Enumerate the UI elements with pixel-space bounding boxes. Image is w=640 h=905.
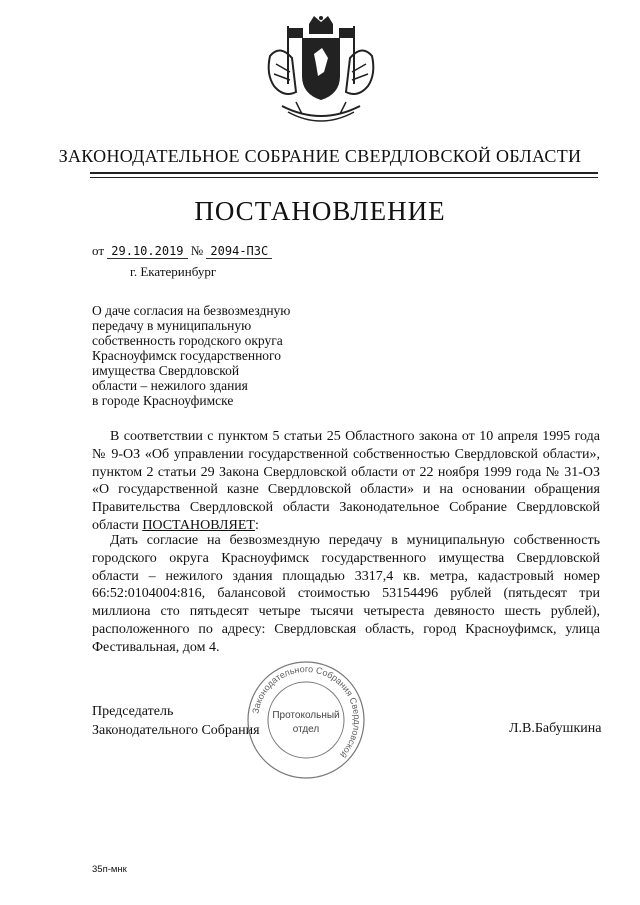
- decision-text: Дать согласие на безвозмездную передачу в муниципальную собственность городского округа Красноуфимск государственного имущества Свердловской области – нежилого здания площадью 3317,4 кв. метра, кадастровый номер 66:52:0104004:816, балансовой стоимостью 53154496 рублей (пятьдесят три миллиона сто пятьдесят четыре тысячи четыреста девяносто шесть рублей), расположенного по адресу: Свердловская область, город Красноуфимск, улица Фестивальная, дом 4.: [92, 533, 600, 655]
- stamp-center-line1: Протокольный: [272, 710, 340, 721]
- document-type-heading: ПОСТАНОВЛЕНИЕ: [194, 196, 446, 226]
- preamble-text: В соответствии с пунктом 5 статьи 25 Областного закона от 10 апреля 1995 года № 9-ОЗ «Об управлении государственной собственностью Свердловской области», пунктом 2 статьи 29 Закона Свердловской области от 22 ноября 1999 года № 31-ОЗ «О государственной казне Свердловской области» и на основании обращения Правительства Свердловской области Законодательное Собрание Свердловской области: [92, 429, 600, 533]
- document-number: 2094-ПЗС: [206, 244, 272, 259]
- header-divider-thin: [90, 177, 598, 178]
- preamble-paragraph: [92, 428, 600, 535]
- official-stamp: [244, 658, 368, 782]
- header-divider-thick: [90, 172, 598, 174]
- subject-line: О даче согласия на безвозмездную: [92, 303, 291, 318]
- sverdlovsk-oblast-coat-of-arms-icon: [262, 14, 380, 132]
- subject-line: в городе Красноуфимске: [92, 393, 234, 408]
- organization-title: ЗАКОНОДАТЕЛЬНОЕ СОБРАНИЕ СВЕРДЛОВСКОЙ ОБЛАСТИ: [58, 146, 582, 166]
- coat-of-arms-emblem: [262, 14, 380, 132]
- subject-line: собственность городского округа: [92, 333, 283, 348]
- city-label: г. Екатеринбург: [130, 264, 217, 279]
- subject-line: имущества Свердловской: [92, 363, 240, 378]
- document-subject: [92, 303, 372, 408]
- signatory-title-line: Председатель: [92, 704, 174, 719]
- stamp-seal-icon: [244, 658, 368, 782]
- document-date: 29.10.2019: [107, 244, 187, 259]
- preamble-end: :: [254, 517, 259, 533]
- decree-word: ПОСТАНОВЛЯЕТ: [142, 517, 255, 533]
- number-prefix: №: [190, 243, 204, 258]
- subject-line: Красноуфимск государственного: [92, 348, 281, 363]
- date-prefix: от: [92, 243, 105, 258]
- date-number-line: [92, 243, 272, 259]
- signatory-title: [92, 702, 260, 740]
- stamp-center-line2: отдел: [292, 724, 320, 735]
- decision-paragraph: [92, 532, 600, 657]
- document-footer-code: 35п-мнк: [92, 864, 127, 875]
- subject-line: области – нежилого здания: [92, 378, 248, 393]
- stamp-ring-text: Законодательного Собрания Свердловской: [250, 663, 363, 760]
- subject-line: передачу в муниципальную: [92, 318, 252, 333]
- signatory-name: Л.В.Бабушкина: [509, 721, 602, 736]
- signatory-title-line: Законодательного Собрания: [92, 723, 260, 738]
